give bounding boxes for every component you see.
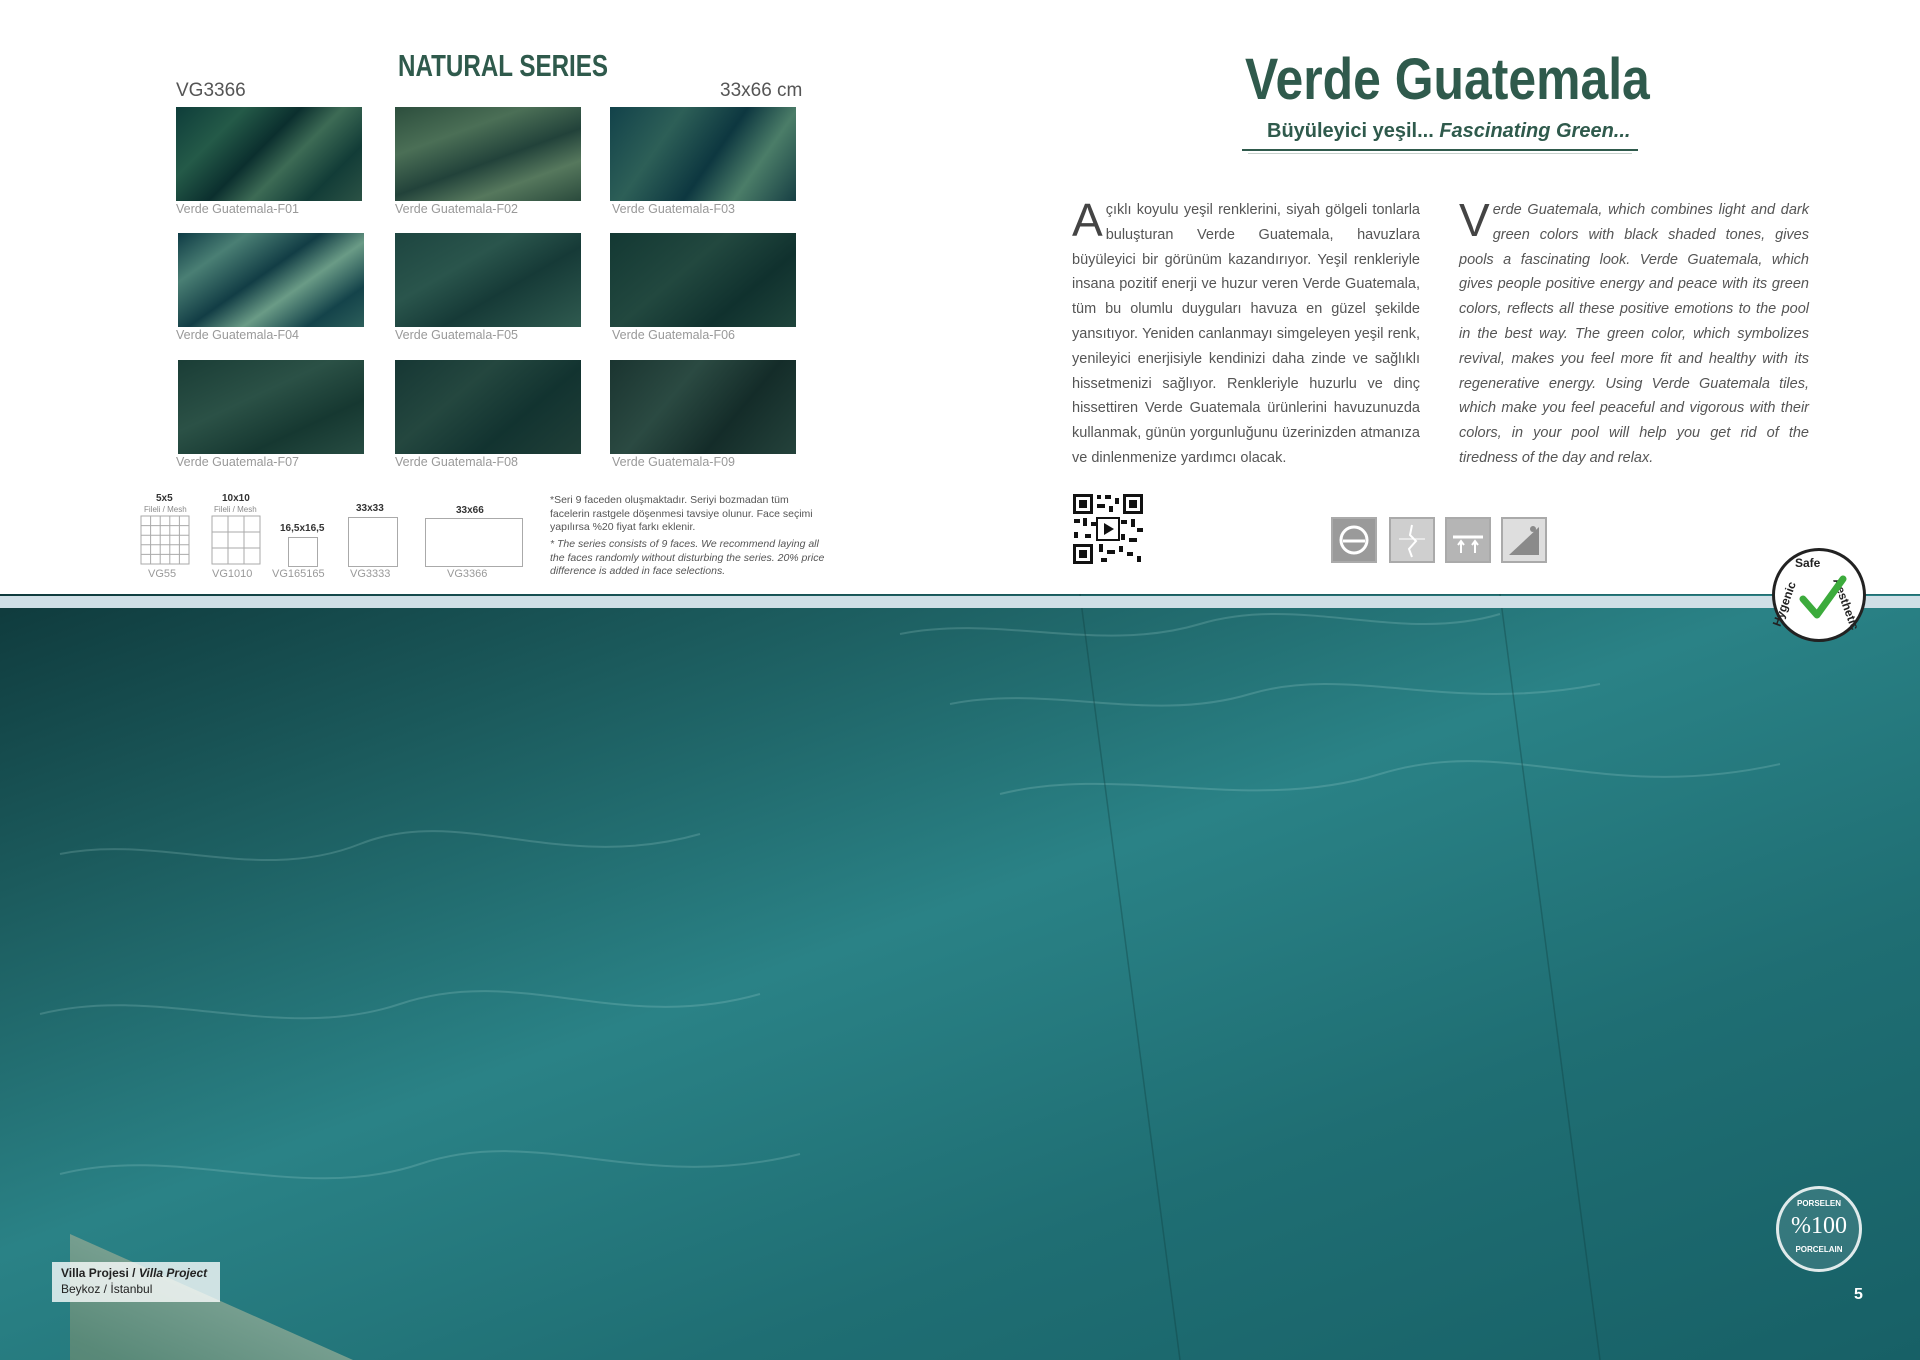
- pool-photo: [0, 594, 1920, 1360]
- tile-caption: Verde Guatemala-F04: [176, 328, 299, 342]
- tile-face-f01[interactable]: [176, 107, 362, 201]
- title-rule: [1242, 149, 1638, 151]
- tile-face-f06[interactable]: [610, 233, 796, 327]
- tile-33-outline: [348, 517, 398, 567]
- format-sub: Fileli / Mesh: [144, 505, 187, 514]
- tile-face-f09[interactable]: [610, 360, 796, 454]
- page-number: 5: [1854, 1286, 1863, 1303]
- caption-project-tr: Villa Projesi: [61, 1266, 129, 1280]
- dropcap-tr: A: [1072, 194, 1103, 246]
- tile-caption: Verde Guatemala-F02: [395, 202, 518, 216]
- caption-location: Beykoz / İstanbul: [61, 1282, 153, 1296]
- tile-face-f02[interactable]: [395, 107, 581, 201]
- tile-face-f04[interactable]: [178, 233, 364, 327]
- format-size: 10x10: [222, 493, 250, 504]
- tile-caption: Verde Guatemala-F06: [612, 328, 735, 342]
- title-rule-light: [1248, 153, 1632, 154]
- seal-top-text: Safe: [1795, 556, 1821, 570]
- photo-top-band: [0, 596, 1920, 608]
- series-note-tr: *Seri 9 faceden oluşmaktadır. Seriyi bozmadan tüm facelerin rastgele döşenmesi tavsiye olunur. Face seçimi yapılırsa %20 fiyat farkı eklenir.: [550, 494, 813, 533]
- qr-code-icon[interactable]: [1071, 492, 1145, 566]
- format-size: 5x5: [156, 493, 173, 504]
- format-code: VG3366: [447, 568, 488, 580]
- product-title: Verde Guatemala: [1245, 47, 1650, 112]
- tile-caption: Verde Guatemala-F03: [612, 202, 735, 216]
- water-ripples: [0, 594, 1920, 1360]
- photo-caption: Villa Projesi / Villa Project Beykoz / İstanbul: [52, 1262, 220, 1302]
- stamp-bottom: PORCELAIN: [1795, 1245, 1843, 1254]
- tile-face-f07[interactable]: [178, 360, 364, 454]
- description-tr-text: çıklı koyulu yeşil renklerini, siyah gölgeli tonlarla buluşturan Verde Guatemala, havuzlara büyüleyici bir görünüm kazandırıyor. Yeşil renkleriyle insana pozitif enerji ve huzur veren Verde Guatemala, tüm bu olumlu duyguları havuza en güzel şekilde yansıtıyor. Yeniden canlanmayı simgeleyen yeşil renk, yenileyici enerjisiyle kendinizi daha zinde ve sağlıklı hissetmenizi sağlıyor. Renkleriyle huzurlu ve dinç hissettiren Verde Guatemala ürünlerini havuzunuzda kullanmak, günün yorgunluğunu üzerinizden atmanıza ve dinlenmenize yardımcı olacak.: [1072, 202, 1420, 466]
- caption-project-en: Villa Project: [138, 1266, 208, 1280]
- product-code: VG3366: [176, 80, 246, 101]
- safety-seal: [1769, 548, 1866, 642]
- format-size: 16,5x16,5: [280, 523, 325, 534]
- tagline-en: Fascinating Green...: [1439, 120, 1631, 142]
- format-code: VG3333: [350, 568, 391, 580]
- tagline-tr: Büyüleyici yeşil...: [1267, 120, 1434, 142]
- tile-caption: Verde Guatemala-F07: [176, 455, 299, 469]
- tile-face-f03[interactable]: [610, 107, 796, 201]
- format-size: 33x66: [456, 505, 484, 516]
- checkmark-icon: [1797, 573, 1847, 623]
- format-code: VG55: [148, 568, 177, 580]
- tile-16-outline: [288, 537, 318, 567]
- tile-face-f08[interactable]: [395, 360, 581, 454]
- thickness-icon: [1445, 517, 1491, 563]
- porcelain-stamp: [1776, 1186, 1862, 1272]
- tile-caption: Verde Guatemala-F01: [176, 202, 299, 216]
- stamp-top: PORSELEN: [1796, 1199, 1841, 1208]
- tile-66-outline: [425, 518, 523, 567]
- description-en-text: erde Guatemala, which combines light and dark green colors with black shaded tones, gives pools a fascinating look. Verde Guatemala, which gives people positive energy and peace with its green colors, reflects all these positive emotions to the pool in the best way. The green color, which symbolizes revival, makes you feel more fit and healthy with its regenerative energy. Using Verde Guatemala tiles, which make you feel peaceful and vigorous with their colors, in your pool will help you get rid of the tiredness of the day and relax.: [1459, 202, 1809, 466]
- tagline: [1267, 120, 1630, 143]
- product-size: 33x66 cm: [720, 80, 803, 101]
- series-title: NATURAL SERIES: [398, 48, 609, 83]
- anti-slip-icon: [1501, 517, 1547, 563]
- frost-resistant-icon: [1331, 517, 1377, 563]
- mesh-5x5-icon: [140, 515, 190, 565]
- mesh-10x10-icon: [211, 515, 261, 565]
- seal-left-text: Hygenic: [1769, 579, 1799, 629]
- crack-resistant-icon: [1389, 517, 1435, 563]
- description-en: [1459, 194, 1809, 471]
- seal-right-text: Aesthetic: [1830, 576, 1862, 632]
- tile-caption: Verde Guatemala-F09: [612, 455, 735, 469]
- dropcap-en: V: [1459, 194, 1490, 246]
- series-note-en: * The series consists of 9 faces. We recommend laying all the faces randomly without disturbing the series. 20% price difference is added in face selections.: [550, 538, 825, 577]
- format-code: VG165165: [272, 568, 325, 580]
- description-tr: [1072, 194, 1420, 471]
- format-sub: Fileli / Mesh: [214, 505, 257, 514]
- format-size: 33x33: [356, 503, 384, 514]
- format-code: VG1010: [212, 568, 253, 580]
- tile-caption: Verde Guatemala-F05: [395, 328, 518, 342]
- tile-caption: Verde Guatemala-F08: [395, 455, 518, 469]
- stamp-value: %100: [1791, 1213, 1847, 1239]
- tile-face-f05[interactable]: [395, 233, 581, 327]
